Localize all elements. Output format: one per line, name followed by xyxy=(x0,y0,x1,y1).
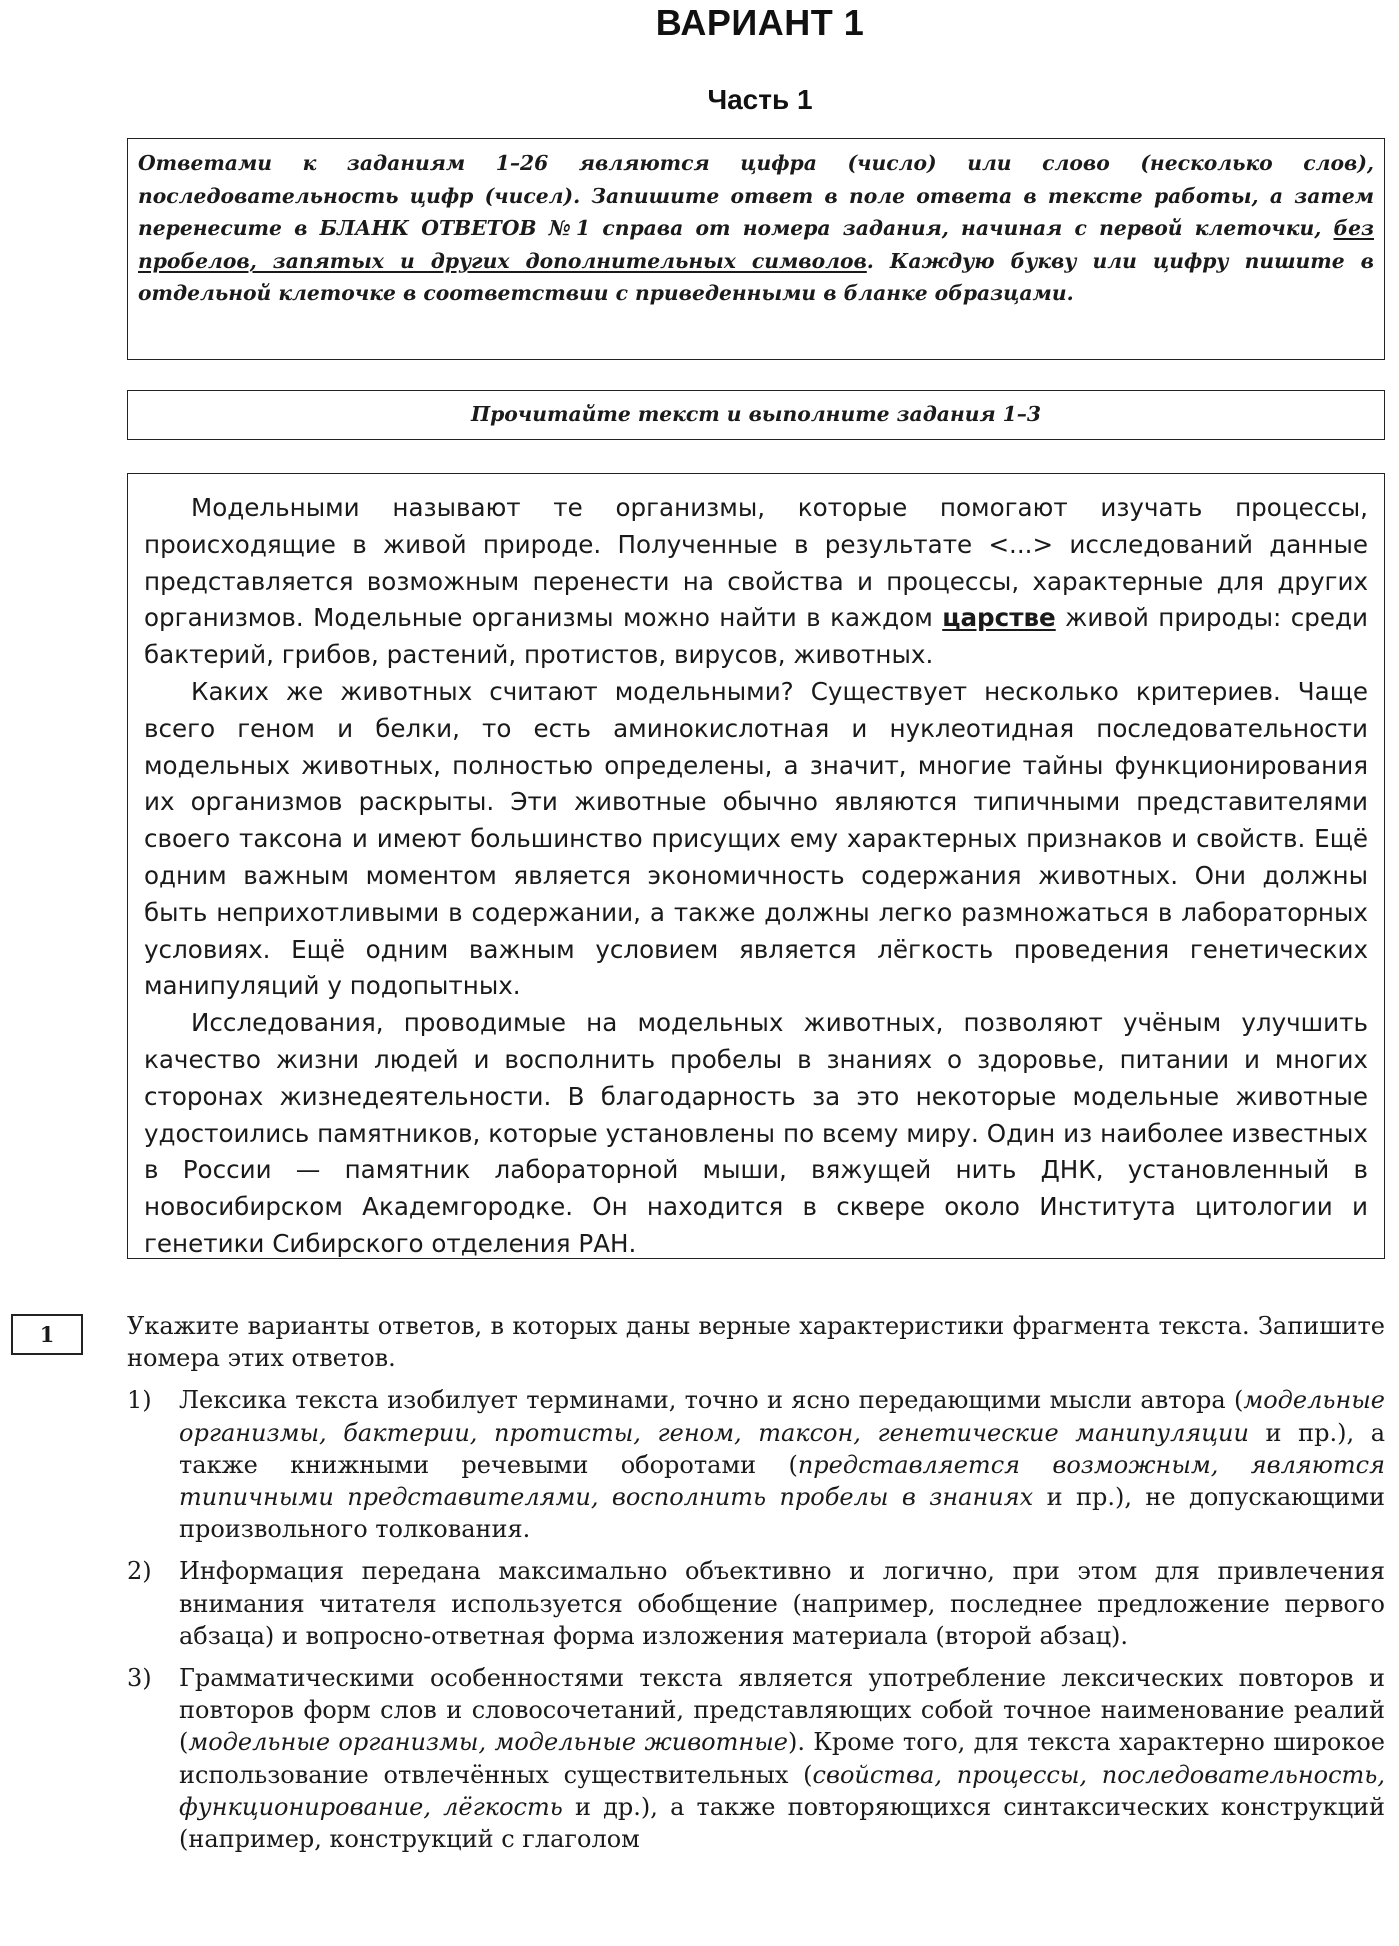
read-task-box xyxy=(127,390,1385,440)
task-prompt: Укажите варианты ответов, в которых даны верные характеристики фрагмента текста. Запишите номера этих ответов. xyxy=(127,1312,1385,1373)
answer-option-segment: Лексика текста изобилует терминами, точно и ясно передающими мысли автора ( xyxy=(179,1386,1244,1415)
task-number-box xyxy=(11,1314,83,1355)
part-title: Часть 1 xyxy=(707,84,813,115)
answer-option-number: 2) xyxy=(127,1557,152,1586)
task-number: 1 xyxy=(39,1322,55,1347)
answer-option-segment: и пр.), не допускающими произвольного толкования. xyxy=(179,1483,1386,1544)
answer-option-example: свойства, процессы, последовательность, функционирование, лёгкость xyxy=(179,1760,1385,1821)
instructions-text-end: . Каждую букву или цифру пишите в отдельной клеточке в соответствии с приведенными в бланке образцами. xyxy=(138,248,1374,306)
answer-options-list xyxy=(127,1384,1385,1855)
passage-paragraph-1-start: Модельными называют те организмы, которые помогают изучать процессы, происходящие в живой природе. Полученные в результате <...> исследований данные представляется возможным перенести на свойства и процессы, характерные для других организмов. Модельные организмы можно найти в каждом xyxy=(144,493,1368,633)
answer-option-number: 1) xyxy=(127,1386,152,1415)
task-block xyxy=(127,1310,1385,1865)
passage-paragraph-2: Каких же животных считают модельными? Существует несколько критериев. Чаще всего геном и белки, то есть аминокислотная и нуклеотидная последовательности модельных животных, полностью определены, а значит, многие тайны функционирования их организмов раскрыты. Эти животные обычно являются типичными представителями своего таксона и имеют большинство присущих ему характерных признаков и свойств. Ещё одним важным моментом является экономичность содержания животных. Они должны быть неприхотливыми в содержании, а также должны легко размножаться в лабораторных условиях. Ещё одним важным условием является лёгкость проведения генетических манипуляций у подопытных. xyxy=(144,676,1368,1001)
answer-option xyxy=(127,1384,1385,1545)
answer-option-example: представляется возможным, являются типичными представителями, восполнить пробелы в знаниях xyxy=(179,1450,1386,1512)
passage-paragraph-1-end: живой природы: среди бактерий, грибов, растений, протистов, вирусов, животных. xyxy=(144,603,1368,670)
passage-paragraph-3: Исследования, проводимые на модельных животных, позволяют учёным улучшить качество жизни людей и восполнить пробелы в знаниях о здоровье, питании и многих сторонах жизнедеятельности. В благодарность за это некоторые модельные животные удостоились памятников, которые установлены по всему миру. Один из наиболее известных в России — памятник лабораторной мыши, вяжущей нить ДНК, установленный в новосибирском Академгородке. Он находится в сквере около Института цитологии и генетики Сибирского отделения РАН. xyxy=(144,1008,1368,1258)
variant-title: ВАРИАНТ 1 xyxy=(655,2,865,43)
answer-option-example: модельные организмы, модельные животные xyxy=(188,1728,788,1757)
answer-option-segment: Информация передана максимально объективно и логично, при этом для привлечения внимания читателя используется обобщение (например, последнее предложение первого абзаца) и вопросно-ответная форма изложения материала (второй абзац). xyxy=(179,1557,1385,1650)
answer-option-segment: и др.), а также повторяющихся синтаксических конструкций (например, конструкций с глаголом xyxy=(179,1792,1386,1854)
passage-paragraph-1 xyxy=(144,490,1368,674)
answer-option-text xyxy=(179,1384,1385,1545)
answer-option xyxy=(127,1555,1385,1652)
instructions-box xyxy=(127,138,1385,360)
answer-option-text xyxy=(179,1662,1385,1855)
answer-option xyxy=(127,1662,1385,1855)
passage-box xyxy=(127,473,1385,1259)
answer-option-segment: Грамматическими особенностями текста является употребление лексических повторов и повторов форм слов и словосочетаний, представляющих собой точное наименование реалий ( xyxy=(179,1664,1385,1757)
instructions-underlined-text: без пробелов, запятых и других дополнительных символов xyxy=(138,216,1374,273)
answer-option-segment: ). Кроме того, для текста характерно широкое использование отвлечённых существительных ( xyxy=(179,1728,1386,1789)
passage-keyword: царстве xyxy=(942,603,1056,633)
answer-option-text xyxy=(179,1555,1385,1652)
instructions-text: Ответами к заданиям 1–26 являются цифра (число) или слово (несколько слов), последовательность цифр (чисел). Запишите ответ в поле ответа в тексте работы, а затем перенесите в БЛАНК ОТВЕТОВ №1 справа от номера задания, начиная с первой клеточки, xyxy=(138,151,1374,241)
read-task-label: Прочитайте текст и выполните задания 1–3 xyxy=(470,402,1042,426)
answer-option-number: 3) xyxy=(127,1664,152,1693)
answer-option-segment: и пр.), а также книжными речевыми оборотами ( xyxy=(179,1418,1386,1479)
answer-option-example: модельные организмы, бактерии, протисты, геном, таксон, генетические манипуляции xyxy=(179,1386,1385,1447)
